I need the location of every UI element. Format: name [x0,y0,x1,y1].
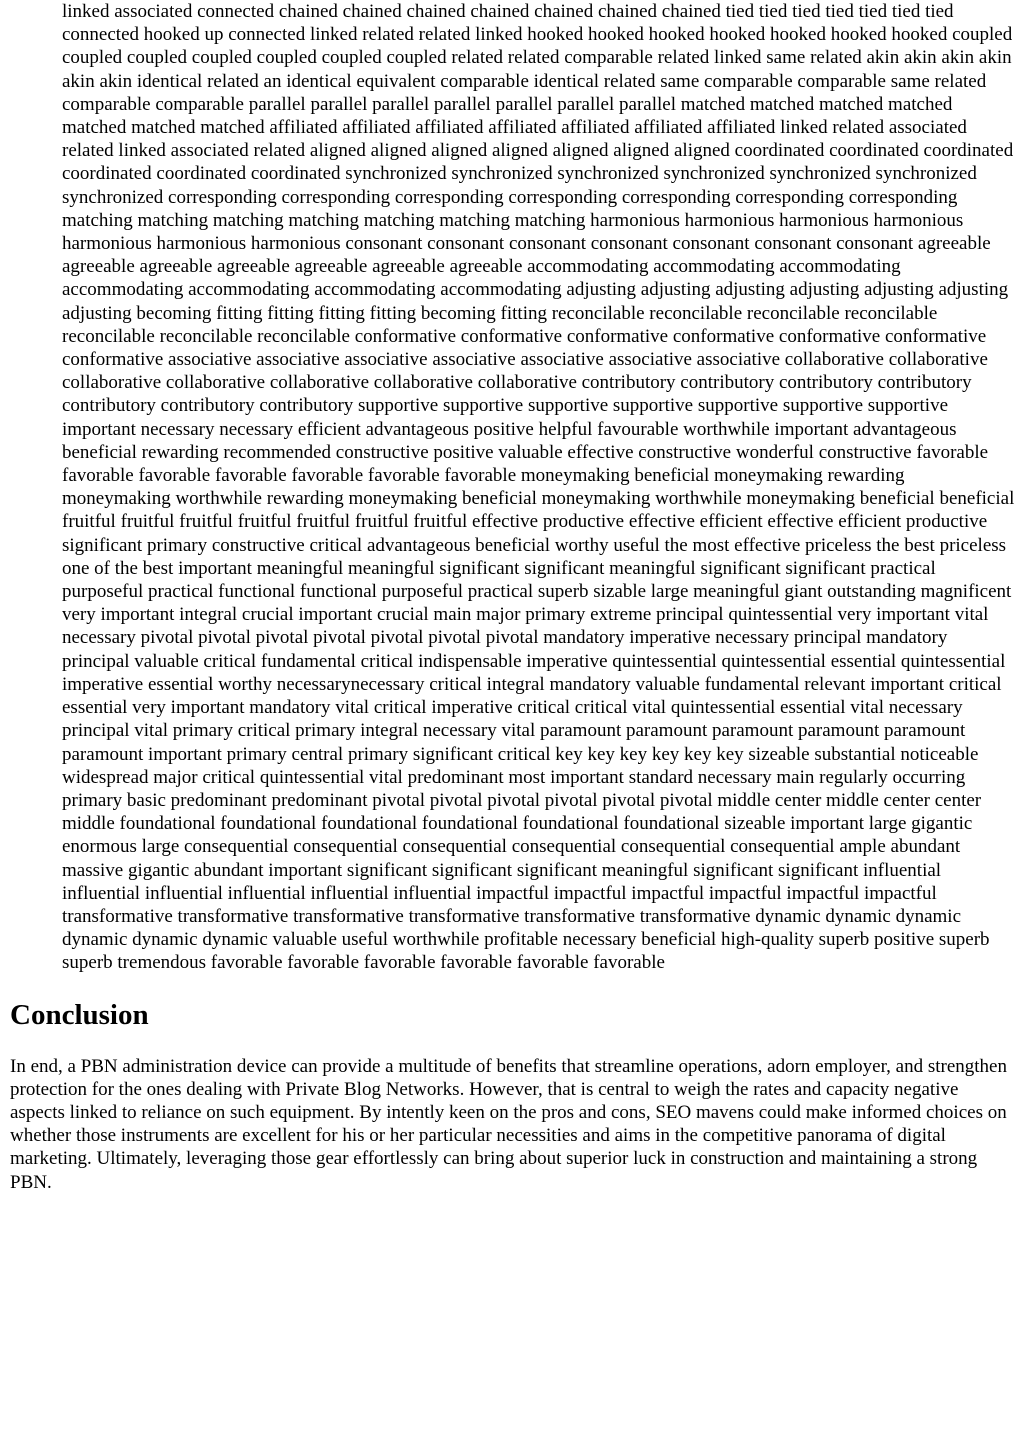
conclusion-heading: Conclusion [10,998,149,1031]
synonym-word-list: linked associated connected chained chained chained chained chained chained chained tied tied tied tied tied tied tied connected hooked up connected linked related related linked hooked hooked hooked hooked hooked hooked hooked coupled coupled coupled coupled coupled coupled coupled related related comparable related linked same related akin akin akin akin akin akin identical related an identical equivalent comparable identical related same comparable comparable same related comparable comparable parallel parallel parallel parallel parallel parallel parallel matched matched matched matched matched matched matched affiliated affiliated affiliated affiliated affiliated affiliated affiliated linked related associated related linked associated related aligned aligned aligned aligned aligned aligned aligned coordinated coordinated coordinated coordinated coordinated coordinated synchronized synchronized synchronized synchronized synchronized synchronized synchronized corresponding corresponding corresponding corresponding corresponding corresponding corresponding matching matching matching matching matching matching matching harmonious harmonious harmonious harmonious harmonious harmonious harmonious consonant consonant consonant consonant consonant consonant consonant agreeable agreeable agreeable agreeable agreeable agreeable agreeable accommodating accommodating accommodating accommodating accommodating accommodating accommodating adjusting adjusting adjusting adjusting adjusting adjusting adjusting becoming fitting fitting fitting fitting becoming fitting reconcilable reconcilable reconcilable reconcilable reconcilable reconcilable reconcilable conformative conformative conformative conformative conformative conformative conformative associative associative associative associative associative associative associative collaborative collaborative collaborative collaborative collaborative collaborative collaborative contributory contributory contributory contributory contributory contributory contributory supportive supportive supportive supportive supportive supportive supportive important necessary necessary efficient advantageous positive helpful favourable worthwhile important advantageous beneficial rewarding recommended constructive positive valuable effective constructive wonderful constructive favorable favorable favorable favorable favorable favorable favorable moneymaking beneficial moneymaking rewarding moneymaking worthwhile rewarding moneymaking beneficial moneymaking worthwhile moneymaking beneficial beneficial fruitful fruitful fruitful fruitful fruitful fruitful fruitful effective productive effective efficient effective efficient productive significant primary constructive critical advantageous beneficial worthy useful the most effective priceless the best priceless one of the best important meaningful meaningful significant significant meaningful significant significant practical purposeful practical functional functional purposeful practical superb sizable large meaningful giant outstanding magnificent very important integral crucial important crucial main major primary extreme principal quintessential very important vital necessary pivotal pivotal pivotal pivotal pivotal pivotal pivotal mandatory imperative necessary principal mandatory principal valuable critical fundamental critical indispensable imperative quintessential quintessential essential quintessential imperative essential worthy necessarynecessary critical integral mandatory valuable fundamental relevant important critical essential very important mandatory vital critical imperative critical critical vital quintessential essential vital necessary principal vital primary critical primary integral necessary vital paramount paramount paramount paramount paramount paramount important primary central primary significant critical key key key key key key sizeable substantial noticeable widespread major critical quintessential vital predominant most important standard necessary main regularly occurring primary basic predominant predominant pivotal pivotal pivotal pivotal pivotal pivotal middle center middle center center middle foundational foundational foundational foundational foundational foundational sizeable important large gigantic enormous large consequential consequential consequential consequential consequential consequential ample abundant massive gigantic abundant important significant significant significant meaningful significant significant influential influential influential influential influential influential impactful impactful impactful impactful impactful impactful transformative transformative transformative transformative transformative transformative dynamic dynamic dynamic dynamic dynamic dynamic valuable useful worthwhile profitable necessary beneficial high-quality superb positive superb superb tremendous favorable favorable favorable favorable favorable favorable [62,1,1015,974]
conclusion-paragraph: In end, a PBN administration device can provide a multitude of benefits that streamline operations, adorn employer, and strengthen protection for the ones dealing with Private Blog Networks. However, that is central to weigh the rates and capacity negative aspects linked to reliance on such equipment. By intently keen on the pros and cons, SEO mavens could make informed choices on whether those instruments are excellent for his or her particular necessities and aims in the competitive panorama of digital marketing. Ultimately, leveraging those gear effortlessly can bring about superior luck in construction and maintaining a strong PBN. [10,1055,1007,1193]
